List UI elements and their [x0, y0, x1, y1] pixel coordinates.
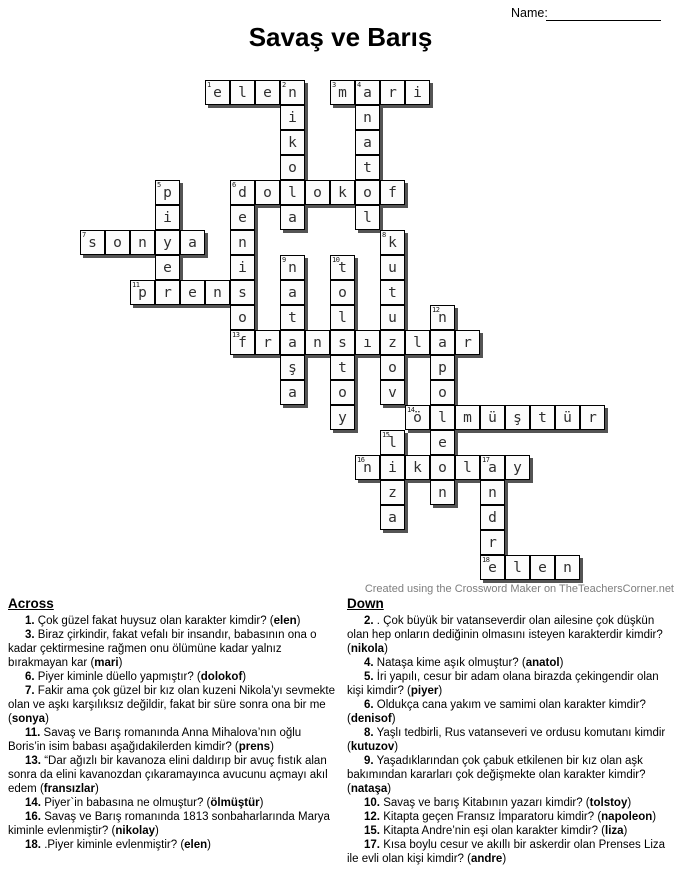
cell-number: 9: [282, 256, 286, 264]
clue: 12. Kitapta geçen Fransız İmparatoru kimdir? (napoleon): [364, 811, 657, 823]
grid-cell: [280, 205, 305, 230]
grid-cell: [380, 430, 405, 455]
grid-cell: [380, 505, 405, 530]
cell-letter: n: [238, 235, 247, 251]
grid-cell: [280, 355, 305, 380]
cell-letter: u: [388, 310, 397, 326]
grid-cell: [430, 480, 455, 505]
clue: 15. Kitapta Andre’nin eşi olan karakter kimdir? (liza): [364, 825, 628, 837]
clue-number: 6.: [364, 699, 374, 711]
cell-letter: o: [438, 460, 447, 476]
grid-cell: [480, 480, 505, 505]
grid-cell: [355, 455, 380, 480]
grid-cell: [455, 405, 480, 430]
cell-letter: t: [288, 310, 297, 326]
grid-cell: [430, 405, 455, 430]
grid-cell: [105, 230, 130, 255]
grid-cell: [180, 230, 205, 255]
credit-line: Created using the Crossword Maker on TheTeachersCorner.net: [364, 583, 674, 595]
cell-letter: f: [388, 185, 397, 201]
cell-number: 14: [407, 406, 415, 414]
cell-letter: a: [288, 385, 297, 401]
clue-answer: ölmüştür: [210, 797, 260, 809]
grid-cell: [230, 180, 255, 205]
grid-cell: [155, 230, 180, 255]
clue-answer: mari: [94, 657, 119, 669]
cell-letter: l: [388, 435, 397, 451]
clue: 11. Savaş ve Barış romanında Anna Mihalova’nın oğlu Boris’in isim babası aşağıdakilerden kimdir? (prens): [8, 727, 302, 753]
cell-letter: e: [263, 85, 272, 101]
grid-cell: [305, 330, 330, 355]
cell-letter: l: [288, 185, 297, 201]
cell-letter: n: [213, 285, 222, 301]
grid-cell: [230, 280, 255, 305]
cell-letter: i: [388, 460, 397, 476]
cell-letter: n: [313, 335, 322, 351]
cell-letter: a: [488, 460, 497, 476]
cell-letter: r: [163, 285, 172, 301]
cell-letter: k: [388, 235, 397, 251]
cell-letter: r: [463, 335, 472, 351]
name-label: Name:: [511, 6, 548, 20]
cell-letter: n: [438, 310, 447, 326]
clue: 7. Fakir ama çok güzel bir kız olan kuzeni Nikola’yı sevmekte olan ve aşkı karşılıksız değildir, fakat bir süre sonra ona bir me (sonya): [8, 685, 335, 725]
grid-cell: [180, 280, 205, 305]
cell-letter: n: [363, 110, 372, 126]
clue-answer: nikolay: [115, 825, 155, 837]
cell-letter: y: [163, 235, 172, 251]
cell-letter: a: [363, 85, 372, 101]
cell-letter: a: [188, 235, 197, 251]
grid-cell: [330, 80, 355, 105]
grid-cell: [330, 280, 355, 305]
clue-number: 11.: [25, 727, 41, 739]
across-clues-section: [8, 597, 342, 852]
grid-cell: [230, 80, 255, 105]
grid-cell: [305, 180, 330, 205]
cell-letter: a: [438, 335, 447, 351]
clue-number: 13.: [25, 755, 41, 767]
cell-letter: l: [413, 335, 422, 351]
grid-cell: [380, 255, 405, 280]
cell-letter: n: [488, 485, 497, 501]
grid-cell: [380, 180, 405, 205]
grid-cell: [430, 305, 455, 330]
grid-cell: [355, 205, 380, 230]
cell-letter: k: [338, 185, 347, 201]
grid-cell: [380, 455, 405, 480]
grid-cell: [430, 355, 455, 380]
clue-answer: dolokof: [200, 671, 243, 683]
grid-cell: [480, 405, 505, 430]
cell-letter: ö: [413, 410, 422, 426]
grid-cell: [330, 405, 355, 430]
cell-letter: t: [538, 410, 547, 426]
grid-cell: [355, 330, 380, 355]
cell-letter: r: [388, 85, 397, 101]
clue-number: 5.: [364, 671, 374, 683]
clue: 1. Çok güzel fakat huysuz olan karakter kimdir? (elen): [25, 615, 301, 627]
cell-number: 7: [82, 231, 86, 239]
grid-cell: [455, 330, 480, 355]
grid-cell: [230, 255, 255, 280]
cell-letter: p: [138, 285, 147, 301]
cell-letter: l: [338, 310, 347, 326]
grid-cell: [430, 380, 455, 405]
cell-letter: ş: [288, 360, 297, 376]
clue-answer: andre: [470, 853, 503, 865]
cell-letter: e: [213, 85, 222, 101]
grid-cell: [330, 180, 355, 205]
grid-cell: [155, 255, 180, 280]
cell-letter: a: [288, 285, 297, 301]
grid-cell: [455, 455, 480, 480]
clue: 5. İri yapılı, cesur bir adam olana birazda çekingendir olan kişi kimdir? (piyer): [347, 671, 659, 697]
cell-number: 16: [357, 456, 365, 464]
cell-letter: o: [263, 185, 272, 201]
cell-letter: t: [388, 285, 397, 301]
grid-cell: [155, 280, 180, 305]
clue: 2. . Çok büyük bir vatanseverdir olan ailesine çok düşkün olan hep onların dediğinin olmasını isteyen karakterdir kimdir? (nikola): [347, 615, 663, 655]
cell-letter: l: [438, 410, 447, 426]
grid-cell: [405, 80, 430, 105]
cell-letter: ü: [488, 410, 497, 426]
grid-cell: [380, 280, 405, 305]
grid-cell: [430, 455, 455, 480]
cell-letter: a: [288, 210, 297, 226]
grid-cell: [130, 280, 155, 305]
grid-cell: [530, 555, 555, 580]
clue: 9. Yaşadıklarından çok çabuk etkilenen bir kız olan aşk bakımından kararları çok değişmekte olan karakter kimdir? (nataşa): [347, 755, 646, 795]
clue-number: 18.: [25, 839, 41, 851]
cell-letter: i: [238, 260, 247, 276]
cell-letter: l: [513, 560, 522, 576]
grid-cell: [280, 330, 305, 355]
cell-letter: a: [288, 335, 297, 351]
cell-letter: i: [163, 210, 172, 226]
cell-letter: m: [338, 85, 347, 101]
cell-letter: l: [363, 210, 372, 226]
cell-letter: r: [263, 335, 272, 351]
cell-number: 12: [432, 306, 440, 314]
grid-cell: [380, 380, 405, 405]
crossword-grid: [80, 80, 605, 580]
cell-number: 10: [332, 256, 340, 264]
clue-number: 16.: [25, 811, 41, 823]
cell-number: 5: [157, 181, 161, 189]
clue-number: 4.: [364, 657, 374, 669]
grid-cell: [280, 105, 305, 130]
grid-cell: [230, 330, 255, 355]
cell-letter: d: [238, 185, 247, 201]
clue: 16. Savaş ve Barış romanında 1813 sonbaharlarında Marya kiminle evlenmiştir? (nikolay): [8, 811, 330, 837]
cell-letter: o: [313, 185, 322, 201]
grid-cell: [355, 105, 380, 130]
clue: 17. Kısa boylu cesur ve akıllı bir askerdir olan Prenses Liza ile evli olan kişi kimdir? (andre): [347, 839, 666, 865]
clue-number: 6.: [25, 671, 35, 683]
cell-letter: a: [388, 510, 397, 526]
grid-cell: [380, 80, 405, 105]
grid-cell: [355, 155, 380, 180]
cell-letter: e: [538, 560, 547, 576]
cell-letter: l: [238, 85, 247, 101]
cell-number: 4: [357, 81, 361, 89]
clue-answer: nikola: [350, 643, 385, 655]
grid-cell: [480, 555, 505, 580]
clue: 3. Biraz çirkindir, fakat vefalı bir insandır, babasının ona o kadar çektirmesine rağmen onu ölümüne kadar yalnız bırakmayan kar (mari): [8, 629, 317, 669]
cell-number: 1: [207, 81, 211, 89]
grid-cell: [280, 255, 305, 280]
cell-letter: t: [338, 260, 347, 276]
grid-cell: [330, 305, 355, 330]
clue-number: 8.: [364, 727, 374, 739]
grid-cell: [280, 130, 305, 155]
cell-letter: r: [488, 535, 497, 551]
cell-letter: o: [338, 285, 347, 301]
cell-letter: a: [363, 135, 372, 151]
grid-cell: [505, 455, 530, 480]
grid-cell: [430, 430, 455, 455]
cell-number: 15: [382, 431, 390, 439]
clue-number: 17.: [364, 839, 380, 851]
cell-letter: k: [288, 135, 297, 151]
clue-number: 1.: [25, 615, 35, 627]
grid-cell: [380, 230, 405, 255]
cell-number: 17: [482, 456, 490, 464]
clue-number: 12.: [364, 811, 380, 823]
cell-letter: o: [113, 235, 122, 251]
cell-letter: e: [163, 260, 172, 276]
clue-number: 2.: [364, 615, 374, 627]
name-blank-line[interactable]: [546, 20, 661, 21]
grid-cell: [555, 555, 580, 580]
grid-cell: [130, 230, 155, 255]
cell-number: 13: [232, 331, 240, 339]
cell-letter: y: [338, 410, 347, 426]
clue-answer: napoleon: [601, 811, 653, 823]
cell-letter: o: [288, 160, 297, 176]
cell-letter: p: [438, 360, 447, 376]
cell-letter: o: [238, 310, 247, 326]
cell-letter: ı: [363, 335, 372, 351]
grid-cell: [155, 180, 180, 205]
grid-cell: [505, 555, 530, 580]
cell-letter: r: [588, 410, 597, 426]
clue: 10. Savaş ve barış Kitabının yazarı kimdir? (tolstoy): [364, 797, 632, 809]
across-clues-list: [8, 614, 342, 852]
grid-cell: [330, 380, 355, 405]
cell-letter: n: [288, 85, 297, 101]
grid-cell: [355, 130, 380, 155]
grid-cell: [480, 530, 505, 555]
grid-cell: [330, 255, 355, 280]
down-clues-section: [347, 597, 678, 866]
clue-number: 7.: [25, 685, 35, 697]
clue-answer: piyer: [410, 685, 439, 697]
cell-letter: p: [163, 185, 172, 201]
cell-letter: n: [563, 560, 572, 576]
grid-cell: [380, 330, 405, 355]
cell-letter: n: [288, 260, 297, 276]
grid-cell: [280, 80, 305, 105]
cell-number: 2: [282, 81, 286, 89]
cell-number: 3: [332, 81, 336, 89]
cell-letter: o: [438, 385, 447, 401]
grid-cell: [205, 80, 230, 105]
down-heading: Down: [347, 596, 384, 611]
grid-cell: [430, 330, 455, 355]
cell-letter: z: [388, 485, 397, 501]
cell-letter: u: [388, 260, 397, 276]
grid-cell: [580, 405, 605, 430]
cell-number: 18: [482, 556, 490, 564]
clue-answer: prens: [238, 741, 271, 753]
clue-number: 10.: [364, 797, 380, 809]
cell-letter: k: [413, 460, 422, 476]
clue-answer: elen: [184, 839, 208, 851]
clue-answer: elen: [273, 615, 297, 627]
grid-cell: [380, 305, 405, 330]
clue-answer: liza: [605, 825, 624, 837]
clue: 6. Oldukça cana yakım ve samimi olan karakter kimdir? (denisof): [347, 699, 646, 725]
grid-cell: [405, 330, 430, 355]
cell-letter: e: [238, 210, 247, 226]
cell-letter: d: [488, 510, 497, 526]
cell-letter: f: [238, 335, 247, 351]
grid-cell: [155, 205, 180, 230]
cell-number: 11: [132, 281, 140, 289]
cell-letter: i: [288, 110, 297, 126]
cell-letter: t: [338, 360, 347, 376]
cell-letter: v: [388, 385, 397, 401]
cell-letter: s: [88, 235, 97, 251]
grid-cell: [280, 280, 305, 305]
grid-cell: [330, 330, 355, 355]
clue: 6. Piyer kiminle düello yapmıştır? (dolokof): [25, 671, 247, 683]
clue-number: 3.: [25, 629, 35, 641]
grid-cell: [280, 155, 305, 180]
cell-letter: y: [513, 460, 522, 476]
grid-cell: [380, 355, 405, 380]
clue-answer: nataşa: [350, 783, 388, 795]
cell-number: 6: [232, 181, 236, 189]
clue-answer: fransızlar: [43, 783, 95, 795]
cell-letter: t: [363, 160, 372, 176]
down-clues-list: [347, 614, 678, 866]
clue-answer: denisof: [350, 713, 392, 725]
clue-answer: kutuzov: [350, 741, 395, 753]
cell-letter: o: [363, 185, 372, 201]
cell-letter: m: [463, 410, 472, 426]
cell-number: 8: [382, 231, 386, 239]
clue-answer: anatol: [525, 657, 560, 669]
grid-cell: [280, 180, 305, 205]
cell-letter: s: [338, 335, 347, 351]
grid-cell: [255, 330, 280, 355]
grid-cell: [405, 405, 430, 430]
grid-cell: [355, 80, 380, 105]
clue: 18. .Piyer kiminle evlenmiştir? (elen): [25, 839, 212, 851]
cell-letter: ü: [563, 410, 572, 426]
grid-cell: [230, 305, 255, 330]
cell-letter: l: [463, 460, 472, 476]
grid-cell: [530, 405, 555, 430]
clue-answer: sonya: [11, 713, 46, 725]
grid-cell: [255, 180, 280, 205]
cell-letter: i: [413, 85, 422, 101]
grid-cell: [405, 455, 430, 480]
page-title: Savaş ve Barış: [248, 22, 433, 52]
clue: 8. Yaşlı tedbirli, Rus vatanseveri ve ordusu komutanı kimdir (kutuzov): [347, 727, 666, 753]
cell-letter: n: [363, 460, 372, 476]
grid-cell: [355, 180, 380, 205]
clue-number: 9.: [364, 755, 374, 767]
grid-cell: [205, 280, 230, 305]
clue: 14. Piyer`in babasına ne olmuştur? (ölmüştür): [25, 797, 264, 809]
clue-number: 15.: [364, 825, 380, 837]
cell-letter: o: [338, 385, 347, 401]
cell-letter: e: [188, 285, 197, 301]
across-heading: Across: [8, 596, 54, 611]
grid-cell: [555, 405, 580, 430]
grid-cell: [280, 305, 305, 330]
clue-number: 14.: [25, 797, 41, 809]
grid-cell: [80, 230, 105, 255]
cell-letter: e: [488, 560, 497, 576]
clue: 13. “Dar ağızlı bir kavanoza elini daldırıp bir avuç fıstık alan sonra da elini kavanozdan çıkaramayınca avucunu açmayı akıl edem (fransızlar): [8, 755, 328, 795]
cell-letter: n: [138, 235, 147, 251]
grid-cell: [480, 455, 505, 480]
cell-letter: z: [388, 335, 397, 351]
cell-letter: n: [438, 485, 447, 501]
cell-letter: o: [388, 360, 397, 376]
grid-cell: [255, 80, 280, 105]
grid-cell: [230, 230, 255, 255]
grid-cell: [380, 480, 405, 505]
cell-letter: s: [238, 285, 247, 301]
grid-cell: [230, 205, 255, 230]
grid-cell: [480, 505, 505, 530]
cell-letter: e: [438, 435, 447, 451]
clue: 4. Nataşa kime aşık olmuştur? (anatol): [364, 657, 564, 669]
clue-answer: tolstoy: [589, 797, 628, 809]
grid-cell: [505, 405, 530, 430]
grid-cell: [330, 355, 355, 380]
cell-letter: ş: [513, 410, 522, 426]
grid-cell: [280, 380, 305, 405]
